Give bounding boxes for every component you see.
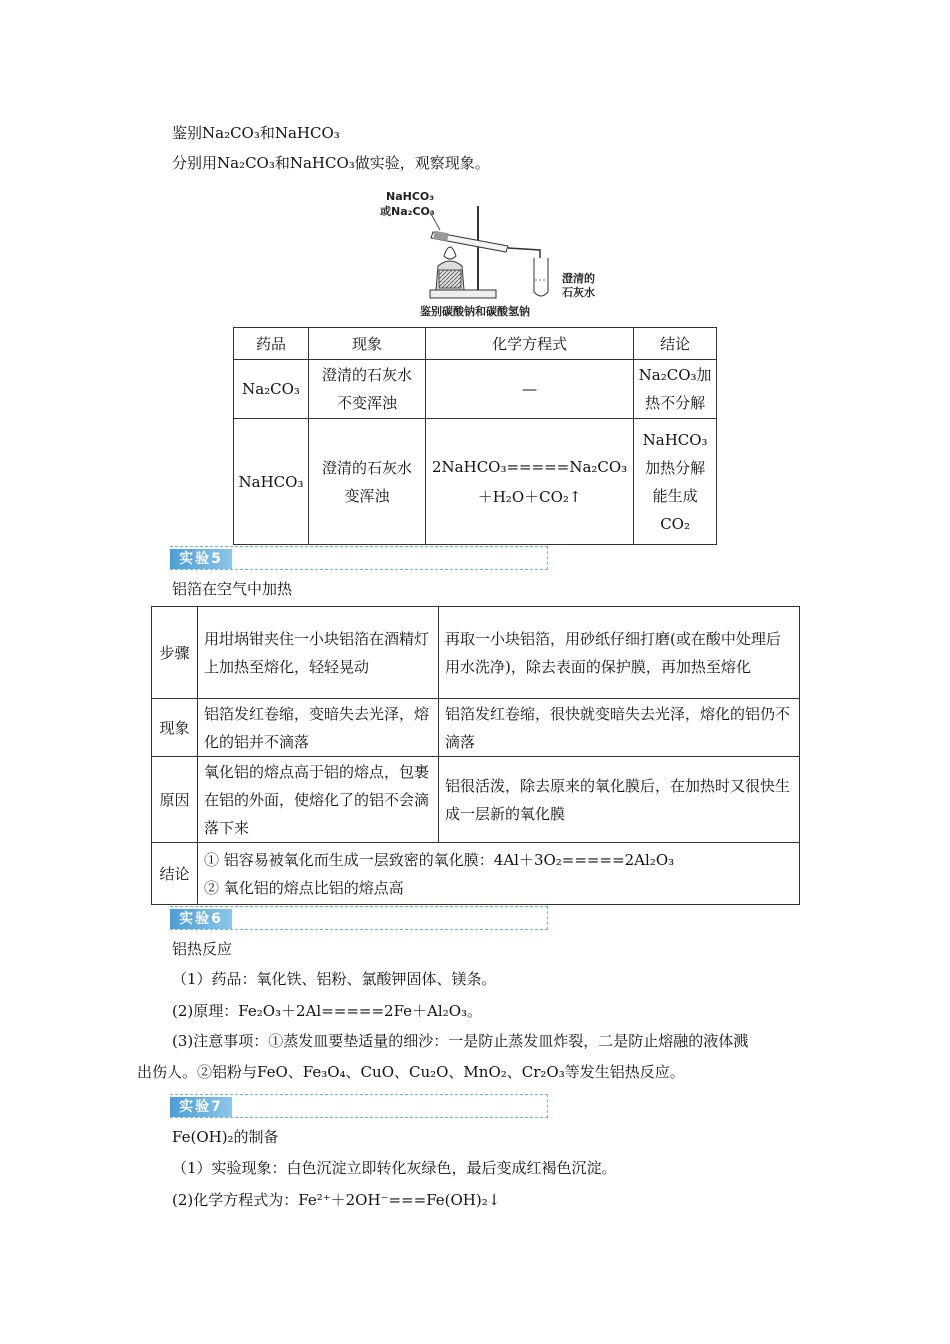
table-cell: NaHCO₃加热分解能生成CO₂ <box>634 419 717 545</box>
exp4-table <box>233 327 717 545</box>
exp6-badge: 实验6 <box>170 909 232 929</box>
table-row <box>152 699 800 757</box>
conclusion-2: ② 氧化铝的熔点比铝的熔点高 <box>204 878 404 897</box>
reagent-label-2: 或Na₂CO₃ <box>380 205 435 218</box>
apparatus-figure <box>378 188 618 318</box>
table-cell: NaHCO₃ <box>234 419 309 545</box>
table-header: 现象 <box>309 328 426 360</box>
table-cell: 铝箔发红卷缩，很快就变暗失去光泽，熔化的铝仍不滴落 <box>439 699 800 757</box>
exp6-line2: (2)原理：Fe₂O₃＋2Al=====2Fe＋Al₂O₃。 <box>172 1002 483 1020</box>
exp6-title: 铝热反应 <box>172 940 233 958</box>
table-row <box>152 607 800 699</box>
row-label: 原因 <box>152 757 198 843</box>
table-cell: Na₂CO₃ <box>234 360 309 419</box>
exp6-line3b: 出伤人。②铝粉与FeO、Fe₃O₄、CuO、Cu₂O、MnO₂、Cr₂O₃等发生铝热反应。 <box>137 1063 685 1081</box>
table-cell: 澄清的石灰水变浑浊 <box>309 419 426 545</box>
row-label: 结论 <box>152 843 198 905</box>
conclusion-cell <box>198 843 800 905</box>
exp7-line1: （1）实验现象：白色沉淀立即转化灰绿色，最后变成红褐色沉淀。 <box>172 1159 617 1177</box>
table-cell: 再取一小块铝箔，用砂纸仔细打磨(或在酸中处理后用水洗净)，除去表面的保护膜，再加热至熔化 <box>439 607 800 699</box>
row-label: 现象 <box>152 699 198 757</box>
table-header: 药品 <box>234 328 309 360</box>
table-cell: Na₂CO₃加热不分解 <box>634 360 717 419</box>
table-cell: 氧化铝的熔点高于铝的熔点，包裹在铝的外面，使熔化了的铝不会滴落下来 <box>198 757 439 843</box>
table-cell: 澄清的石灰水不变浑浊 <box>309 360 426 419</box>
exp6-line3a: (3)注意事项：①蒸发皿要垫适量的细沙：一是防止蒸发皿炸裂，二是防止熔融的液体溅 <box>172 1032 749 1050</box>
table-cell: — <box>426 360 634 419</box>
conclusion-1: ① 铝容易被氧化而生成一层致密的氧化膜：4Al＋3O₂=====2Al₂O₃ <box>204 850 675 869</box>
exp7-badge: 实验7 <box>170 1097 232 1117</box>
table-header-row <box>234 328 717 360</box>
exp5-badge-bar <box>170 546 548 570</box>
table-cell: 铝很活泼，除去原来的氧化膜后，在加热时又很快生成一层新的氧化膜 <box>439 757 800 843</box>
exp5-table <box>151 606 800 905</box>
table-row <box>234 419 717 545</box>
table-row <box>152 757 800 843</box>
table-row <box>152 843 800 905</box>
exp6-line1: （1）药品：氧化铁、铝粉、氯酸钾固体、镁条。 <box>172 970 497 988</box>
row-label: 步骤 <box>152 607 198 699</box>
exp4-title: 鉴别Na₂CO₃和NaHCO₃ <box>172 124 340 142</box>
table-header: 化学方程式 <box>426 328 634 360</box>
exp5-badge: 实验5 <box>170 549 232 569</box>
exp6-badge-bar <box>170 906 548 930</box>
table-header: 结论 <box>634 328 717 360</box>
water-label-2: 石灰水 <box>562 286 595 299</box>
water-label-1: 澄清的 <box>562 272 595 285</box>
figure-caption: 鉴别碳酸钠和碳酸氢钠 <box>420 305 530 318</box>
exp7-badge-bar <box>170 1094 548 1118</box>
table-cell: 用坩埚钳夹住一小块铝箔在酒精灯上加热至熔化，轻轻晃动 <box>198 607 439 699</box>
table-cell: 2NaHCO₃=====Na₂CO₃＋H₂O＋CO₂↑ <box>426 419 634 545</box>
table-row <box>234 360 717 419</box>
reagent-label-1: NaHCO₃ <box>386 190 435 203</box>
exp4-intro: 分别用Na₂CO₃和NaHCO₃做实验，观察现象。 <box>172 154 490 172</box>
exp7-title: Fe(OH)₂的制备 <box>172 1128 279 1146</box>
exp5-title: 铝箔在空气中加热 <box>172 580 293 598</box>
exp7-line2: (2)化学方程式为：Fe²⁺＋2OH⁻===Fe(OH)₂↓ <box>172 1191 501 1209</box>
table-cell: 铝箔发红卷缩，变暗失去光泽，熔化的铝并不滴落 <box>198 699 439 757</box>
